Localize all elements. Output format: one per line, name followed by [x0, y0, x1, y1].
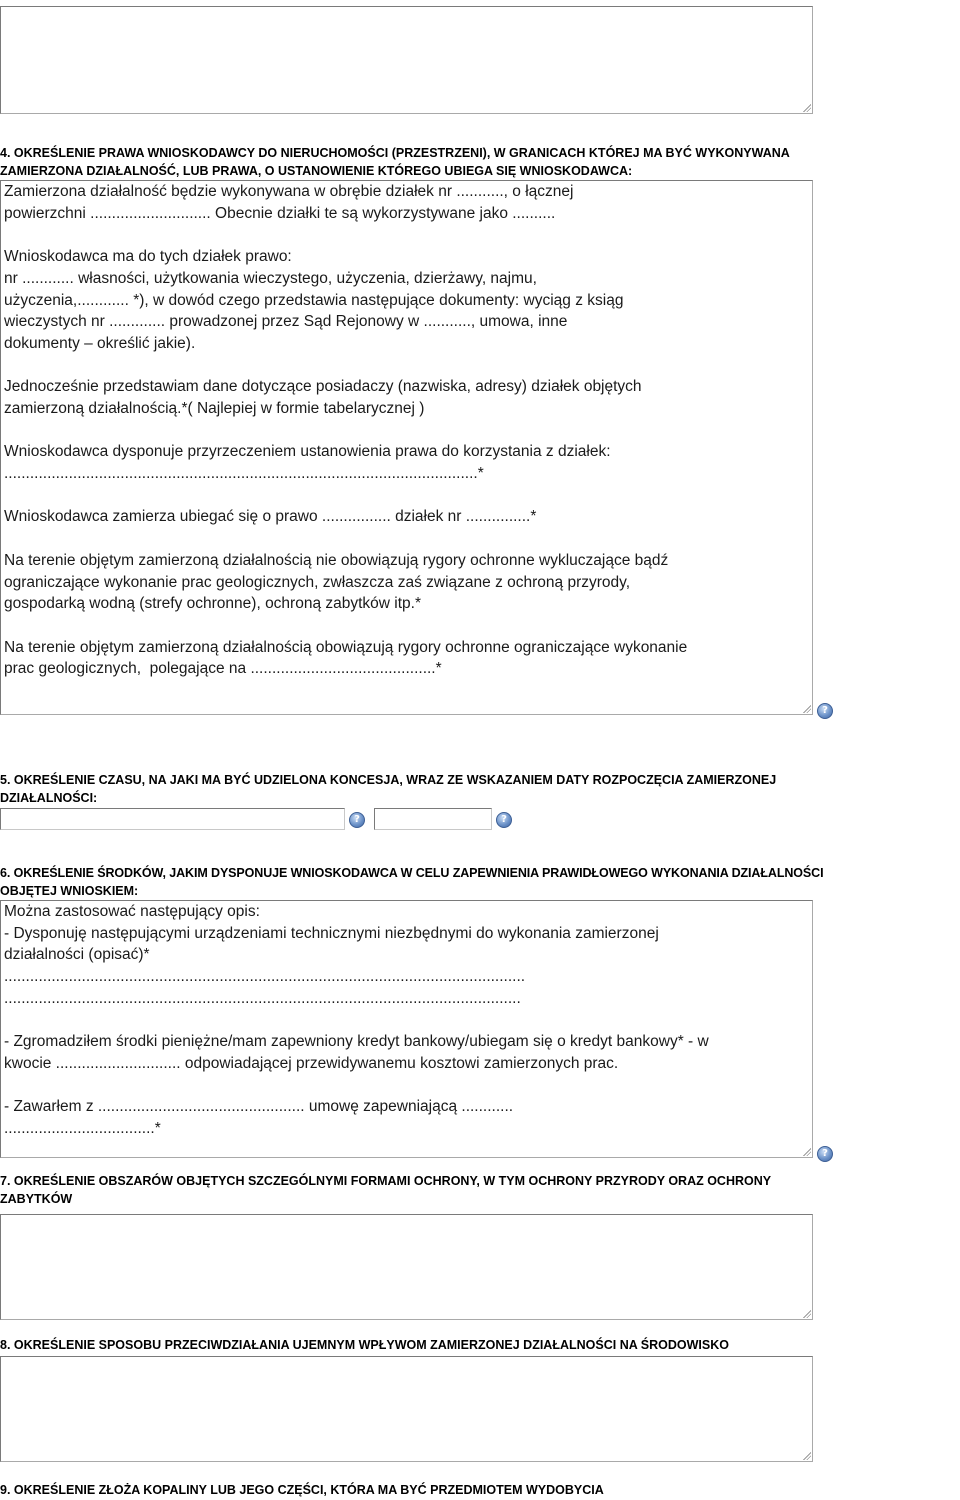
text-line: Wnioskodawca zamierza ubiegać się o prawo ................ działek nr ...............*	[4, 508, 537, 526]
text-line: dokumenty – określić jakie).	[4, 334, 196, 352]
text-line: zamierzoną działalnością.*( Najlepiej w formie tabelarycznej )	[4, 400, 425, 417]
text-line: - Dysponuję następującymi urządzeniami technicznymi niezbędnymi do wykonania zamierzonej	[4, 924, 659, 942]
text-line: Wnioskodawca ma do tych działek prawo:	[4, 248, 292, 266]
text-line: ...................................*	[4, 1120, 161, 1137]
section-6-textarea[interactable]	[0, 900, 813, 1158]
text-line: działalności (opisać)*	[4, 946, 150, 964]
resize-grip[interactable]	[803, 705, 811, 713]
help-icon-glyph: ?	[354, 814, 360, 825]
section-6-heading-line-1: 6. OKREŚLENIE ŚRODKÓW, JAKIM DYSPONUJE WNIOSKODAWCA W CELU ZAPEWNIENIA PRAWIDŁOWEGO WYKONANIA DZIAŁALNOŚCI	[0, 866, 824, 880]
section-4-heading-line-1: 4. OKREŚLENIE PRAWA WNIOSKODAWCY DO NIERUCHOMOŚCI (PRZESTRZENI), W GRANICACH KTÓREJ MA BYĆ WYKONYWANA	[0, 146, 790, 160]
start-date-input[interactable]	[374, 808, 492, 830]
section-8-heading	[0, 1336, 960, 1354]
text-line: wieczystych nr ............. prowadzonej przez Sąd Rejonowy w ..........., umowa, inne	[4, 313, 568, 331]
text-line: .........................................................................................................................	[4, 968, 526, 986]
section-7-heading-line-1: 7. OKREŚLENIE OBSZARÓW OBJĘTYCH SZCZEGÓLNYMI FORMAMI OCHRONY, W TYM OCHRONY PRZYRODY ORAZ OCHRONY	[0, 1174, 772, 1188]
text-line: gospodarką wodną (strefy ochronne), ochroną zabytków itp.*	[4, 595, 422, 613]
resize-grip[interactable]	[803, 104, 811, 112]
text-line: Na terenie objętym zamierzoną działalnością obowiązują rygory ochronne ograniczające wykonanie	[4, 638, 688, 656]
section-9-heading-line-1: 9. OKREŚLENIE ZŁOŻA KOPALINY LUB JEGO CZĘŚCI, KTÓRA MA BYĆ PRZEDMIOTEM WYDOBYCIA	[0, 1483, 604, 1497]
text-line: ..............................................................................................................*	[4, 465, 484, 483]
section-5-heading	[0, 771, 960, 807]
section-4-heading-line-2: ZAMIERZONA DZIAŁALNOŚĆ, LUB PRAWA, O USTANOWIENIE KTÓREGO UBIEGA SIĘ WNIOSKODAWCA:	[0, 164, 633, 178]
section-9-heading	[0, 1481, 960, 1499]
concession-period-input[interactable]	[0, 808, 345, 830]
text-line: - Zgromadziłem środki pieniężne/mam zapewniony kredyt bankowy/ubiegam się o kredyt bankowy* - w	[4, 1033, 709, 1051]
help-icon-glyph: ?	[501, 814, 507, 825]
text-line: Na terenie objętym zamierzoną działalnością nie obowiązują rygory ochronne wykluczające bądź	[4, 551, 669, 569]
section-7-heading	[0, 1172, 960, 1208]
resize-grip[interactable]	[803, 1310, 811, 1318]
help-icon[interactable]	[496, 812, 512, 828]
help-icon[interactable]	[817, 1146, 833, 1162]
text-line: - Zawarłem z ................................................ umowę zapewniającą ............	[4, 1098, 514, 1116]
help-icon[interactable]	[817, 703, 833, 719]
section-4-heading	[0, 144, 960, 180]
section-7-heading-line-2: ZABYTKÓW	[0, 1192, 73, 1206]
help-icon-glyph: ?	[822, 1148, 828, 1159]
section-6-text	[4, 901, 709, 1140]
section-6-heading-line-2: OBJĘTEJ WNIOSKIEM:	[0, 884, 139, 898]
section-8-heading-line-1: 8. OKREŚLENIE SPOSOBU PRZECIWDZIAŁANIA UJEMNYM WPŁYWOM ZAMIERZONEJ DZIAŁALNOŚCI NA ŚRODOWISKO	[0, 1338, 729, 1352]
text-line: Zamierzona działalność będzie wykonywana w obrębie działek nr ..........., o łącznej	[4, 183, 574, 200]
text-line: kwocie ............................. odpowiadającej przewidywanemu kosztowi zamierzonych prac.	[4, 1054, 619, 1072]
text-line: Jednocześnie przedstawiam dane dotyczące posiadaczy (nazwiska, adresy) działek objętych	[4, 378, 642, 396]
text-line	[4, 1010, 709, 1032]
help-icon[interactable]	[349, 812, 365, 828]
section-3-textarea[interactable]	[0, 6, 813, 114]
resize-grip[interactable]	[803, 1148, 811, 1156]
text-line	[4, 224, 687, 246]
section-4-textarea[interactable]	[0, 180, 813, 715]
section-5-heading-line-2: DZIAŁALNOŚCI:	[0, 791, 98, 805]
text-line: ograniczające wykonanie prac geologicznych, zwłaszcza zaś związane z ochroną przyrody,	[4, 573, 631, 591]
section-6-heading	[0, 864, 960, 900]
text-line: ........................................................................................................................	[4, 989, 521, 1007]
text-line: Wnioskodawca dysponuje przyrzeczeniem ustanowienia prawa do korzystania z działek:	[4, 443, 611, 461]
text-line	[4, 1075, 709, 1097]
text-line: użyczenia,............ *), w dowód czego przedstawia następujące dokumenty: wyciąg z ksiąg	[4, 291, 624, 309]
text-line: powierzchni ............................ Obecnie działki te są wykorzystywane jako ..........	[4, 204, 556, 222]
help-icon-glyph: ?	[822, 705, 828, 716]
text-line: Można zastosować następujący opis:	[4, 903, 260, 920]
text-line	[4, 528, 687, 550]
section-8-textarea[interactable]	[0, 1356, 813, 1462]
text-line: prac geologicznych, polegające na ...........................................*	[4, 660, 442, 678]
text-line	[4, 355, 687, 377]
text-line	[4, 615, 687, 637]
resize-grip[interactable]	[803, 1452, 811, 1460]
text-line	[4, 485, 687, 507]
text-line: nr ............ własności, użytkowania wieczystego, użyczenia, dzierżawy, najmu,	[4, 269, 537, 287]
section-4-text	[4, 181, 687, 680]
text-line	[4, 420, 687, 442]
section-7-textarea[interactable]	[0, 1214, 813, 1320]
section-5-heading-line-1: 5. OKREŚLENIE CZASU, NA JAKI MA BYĆ UDZIELONA KONCESJA, WRAZ ZE WSKAZANIEM DATY ROZPOCZĘCIA ZAMIERZONEJ	[0, 773, 777, 787]
